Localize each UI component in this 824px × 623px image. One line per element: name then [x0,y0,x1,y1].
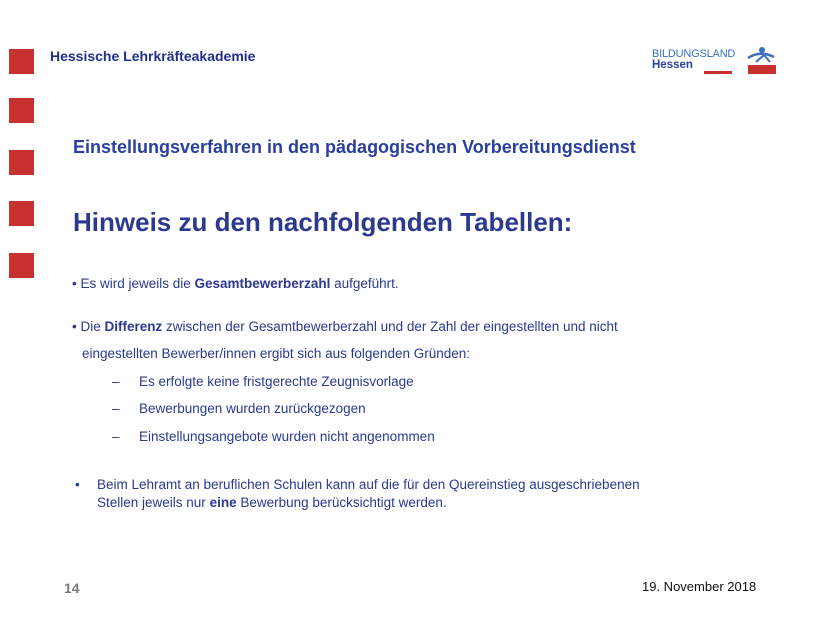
bullet-2-prefix: • Die [72,319,105,334]
sub-item-3: Einstellungsangebote wurden nicht angenommen [139,429,435,444]
page-number: 14 [64,580,80,596]
bullet-3-marker: • [75,477,80,492]
sub-item-1-dash: – [112,374,120,389]
bullet-3-line-2-prefix: Stellen jeweils nur [97,495,210,510]
decor-square-5 [9,253,34,278]
logo-line2: Hessen [652,59,693,71]
decor-square-1 [9,49,34,74]
slide-title: Hinweis zu den nachfolgenden Tabellen: [73,207,573,237]
bullet-3-line-1: Beim Lehramt an beruflichen Schulen kann auf die für den Quereinstieg ausgeschriebenen [97,477,640,492]
bullet-1-suffix: aufgeführt. [330,276,399,291]
bullet-1-bold: Gesamtbewerberzahl [194,276,331,291]
bullet-2-line-2: eingestellten Bewerber/innen ergibt sich aus folgenden Gründen: [82,346,471,361]
bullet-2-bold: Differenz [104,319,163,334]
bullet-2-suffix: zwischen der Gesamtbewerberzahl und der Zahl der eingestellten und nicht [162,319,618,334]
sub-item-1: Es erfolgte keine fristgerechte Zeugnisvorlage [139,374,414,389]
decor-square-4 [9,201,34,226]
decor-square-3 [9,150,34,175]
sub-item-3-dash: – [112,429,120,444]
sub-item-2: Bewerbungen wurden zurückgezogen [139,401,366,416]
bullet-1-prefix: • Es wird jeweils die [72,276,195,291]
bullet-3-line-2 [97,495,447,510]
logo-line1: BILDUNGSLAND [652,48,736,60]
footer-date: 19. November 2018 [642,579,757,594]
sub-item-2-dash: – [112,401,120,416]
bullet-2-line-1 [72,319,618,334]
decor-square-2 [9,98,34,123]
slide-subtitle: Einstellungsverfahren in den pädagogischen Vorbereitungsdienst [73,137,636,157]
bildungsland-hessen-logo [652,44,782,78]
bullet-3-line-2-suffix: Bewerbung berücksichtigt werden. [236,495,447,510]
org-name: Hessische Lehrkräfteakademie [50,48,256,64]
bullet-1 [72,276,399,291]
bullet-3-bold: eine [209,495,237,510]
